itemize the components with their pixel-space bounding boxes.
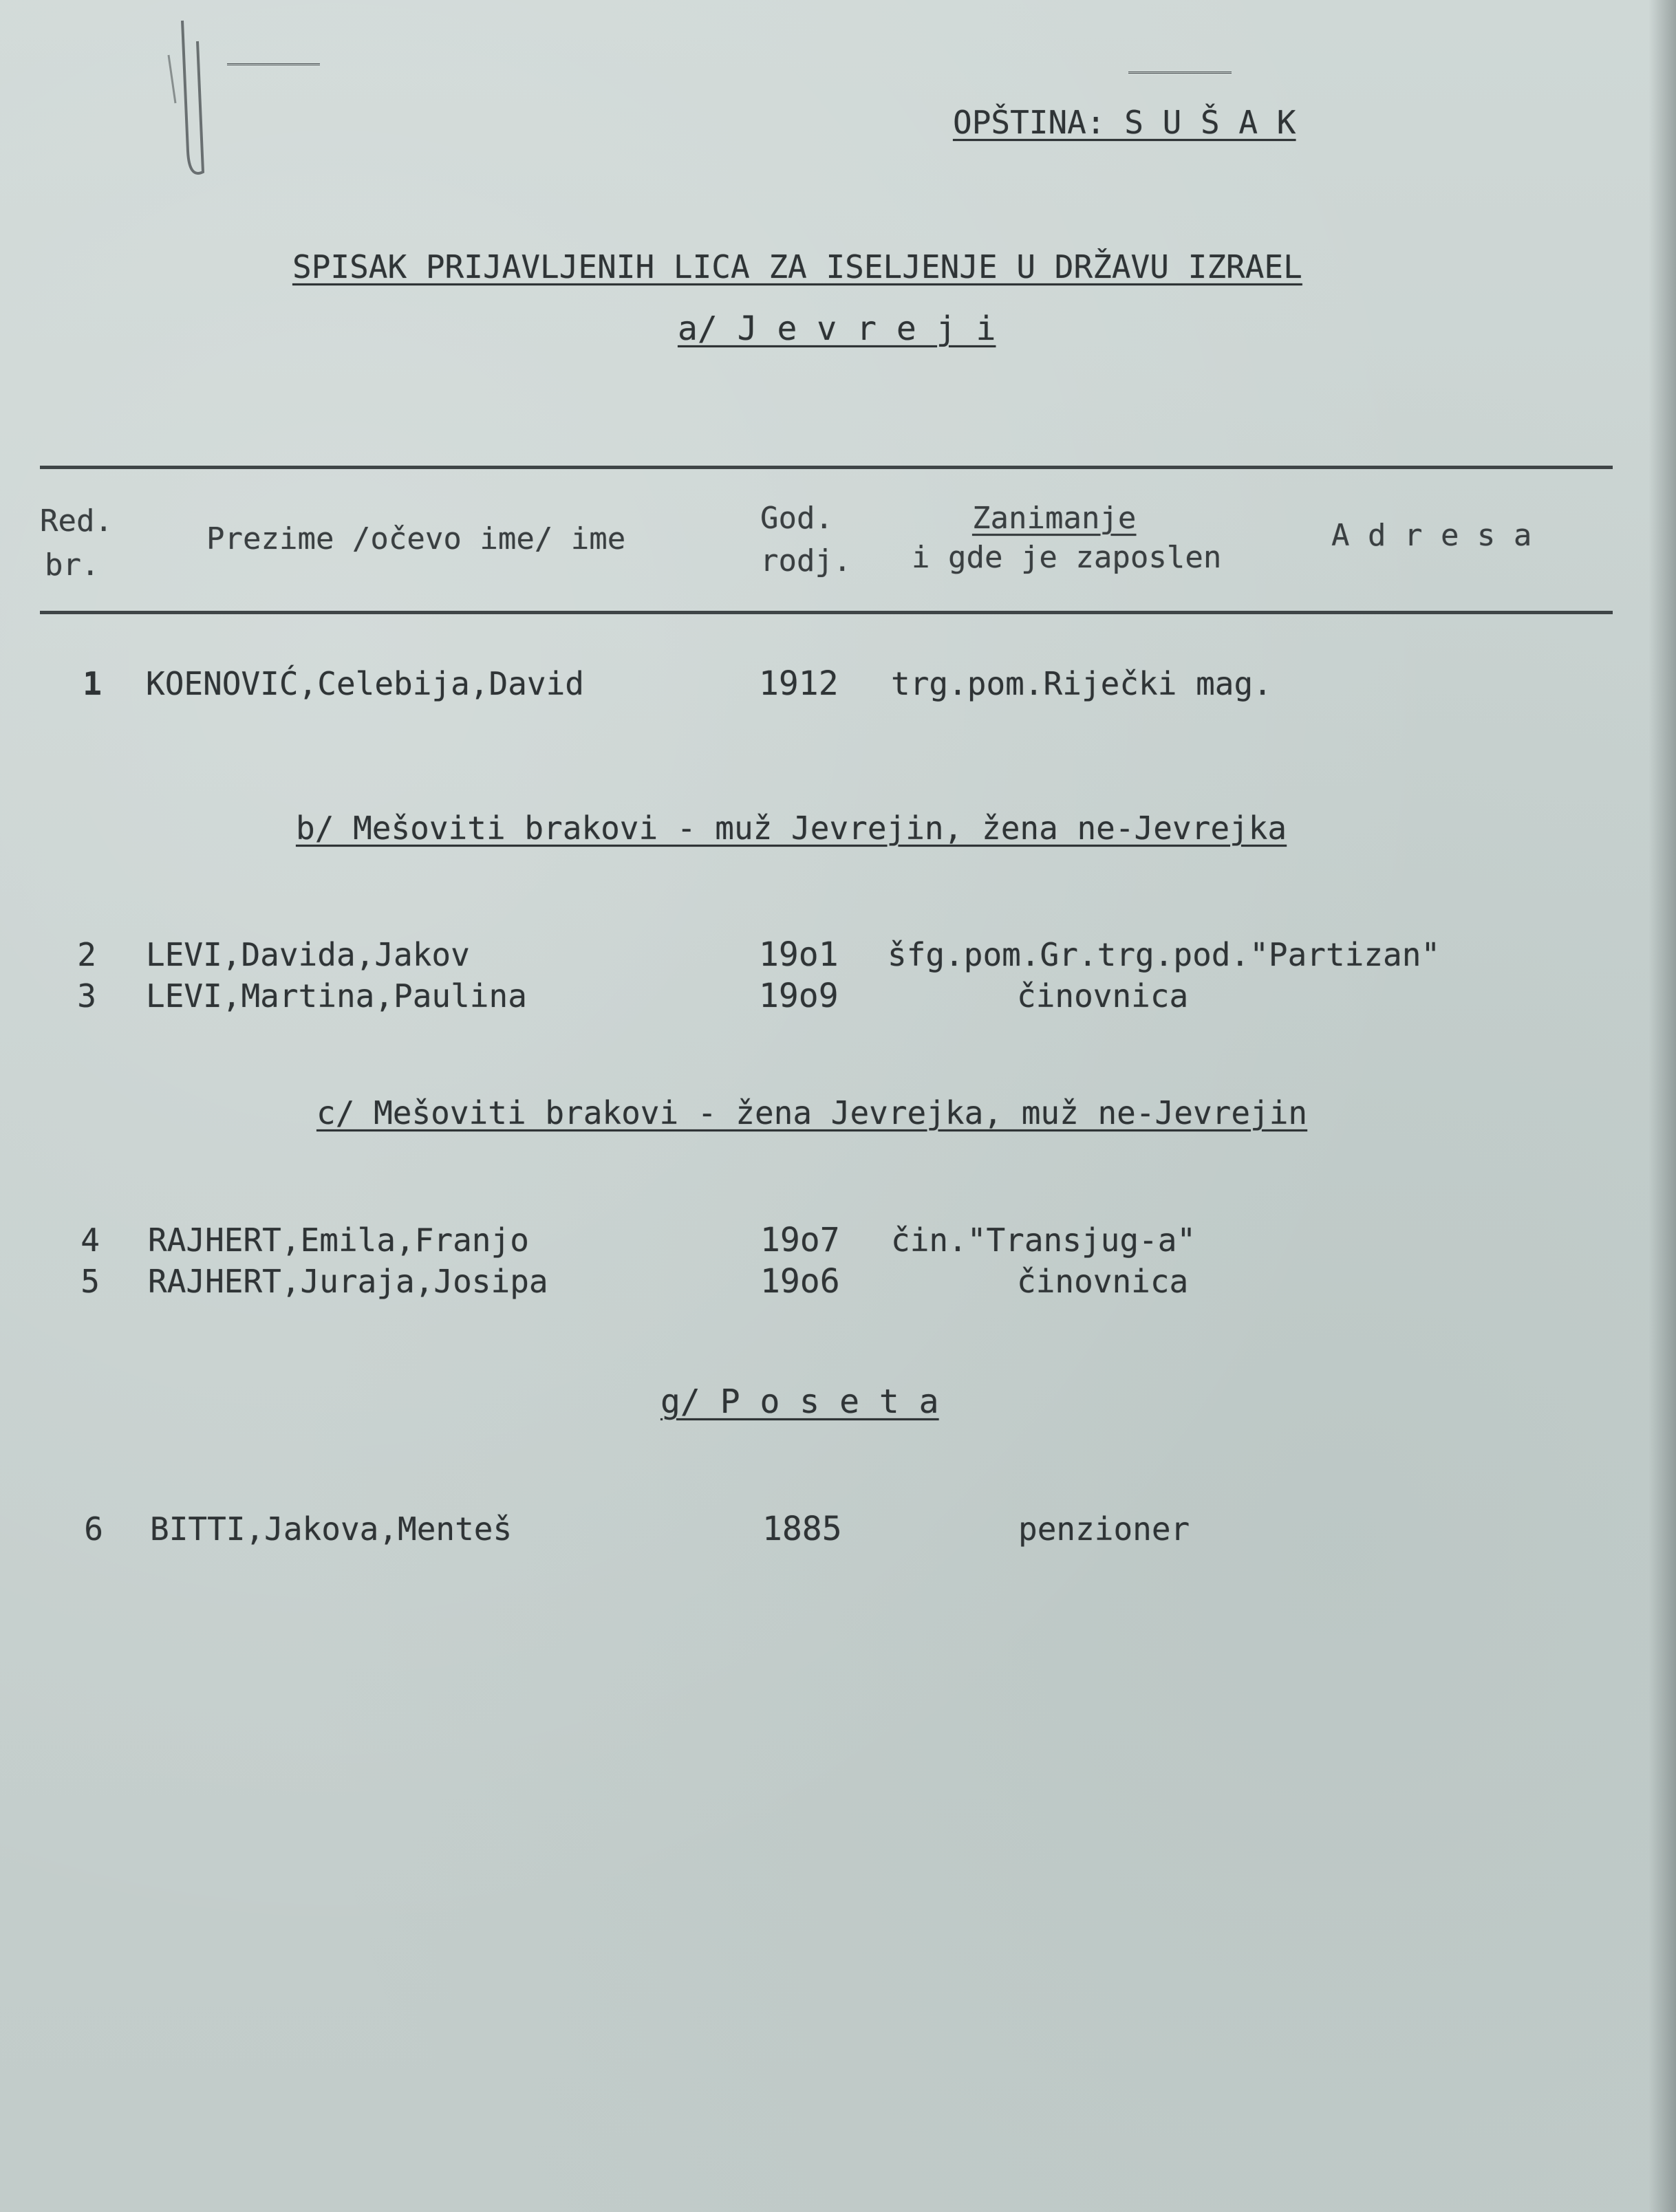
paperclip-mark	[155, 14, 217, 193]
document-title: SPISAK PRIJAVLJENIH LICA ZA ISELJENJE U DRŽAVU IZRAEL	[292, 248, 1302, 285]
row-year: 19o9	[759, 977, 839, 1015]
row-year: 19o1	[759, 935, 839, 974]
row-year: 19o7	[760, 1221, 840, 1259]
row-name: RAJHERT,Juraja,Josipa	[148, 1263, 548, 1300]
row-year: 1885	[762, 1510, 842, 1548]
row-number: 4	[80, 1222, 100, 1259]
section-heading-a: a/ J e v r e j i	[678, 310, 996, 348]
decorative-rule	[1128, 72, 1232, 74]
col-occupation: i gde je zaposlen	[912, 540, 1222, 575]
col-red-br: Red.	[40, 503, 113, 539]
col-name: Prezime /očevo ime/ ime	[206, 521, 626, 556]
row-occupation: trg.pom.Riječki mag.	[891, 665, 1272, 702]
row-number: 1	[83, 665, 102, 702]
row-occupation: penzioner	[1018, 1510, 1190, 1548]
row-occupation: činovnica	[1017, 1263, 1189, 1300]
row-name: RAJHERT,Emila,Franjo	[148, 1222, 529, 1259]
row-year: 1912	[759, 664, 839, 703]
section-heading-c: c/ Mešoviti brakovi - žena Jevrejka, muž ne-Jevrejin	[316, 1094, 1308, 1131]
section-heading-b: b/ Mešoviti brakovi - muž Jevrejin, žena ne-Jevrejka	[296, 810, 1287, 847]
row-number: 3	[77, 977, 96, 1015]
row-name: LEVI,Martina,Paulina	[146, 977, 527, 1015]
col-occupation: Zanimanje	[972, 501, 1137, 536]
page-edge-shadow	[1648, 0, 1676, 2212]
table-top-rule	[40, 466, 1613, 469]
row-occupation: čin."Transjug-a"	[891, 1222, 1196, 1259]
section-heading-g: g/ P o s e t a	[660, 1382, 939, 1421]
municipality-heading: OPŠTINA: S U Š A K	[953, 104, 1296, 141]
row-number: 2	[77, 936, 96, 973]
col-year: God.	[760, 501, 833, 536]
row-name: KOENOVIĆ,Celebija,David	[146, 665, 584, 702]
decorative-rule	[227, 63, 320, 65]
col-red-br: br.	[45, 547, 100, 583]
row-year: 19o6	[760, 1262, 840, 1301]
row-name: LEVI,Davida,Jakov	[146, 936, 470, 973]
row-number: 5	[80, 1263, 100, 1300]
row-number: 6	[84, 1510, 103, 1548]
row-name: BITTI,Jakova,Menteš	[150, 1510, 513, 1548]
col-year: rodj.	[760, 543, 852, 578]
row-occupation: šfg.pom.Gr.trg.pod."Partizan"	[888, 936, 1441, 973]
col-address: A d r e s a	[1331, 518, 1532, 553]
row-occupation: činovnica	[1017, 977, 1189, 1015]
table-header-rule	[40, 611, 1613, 614]
